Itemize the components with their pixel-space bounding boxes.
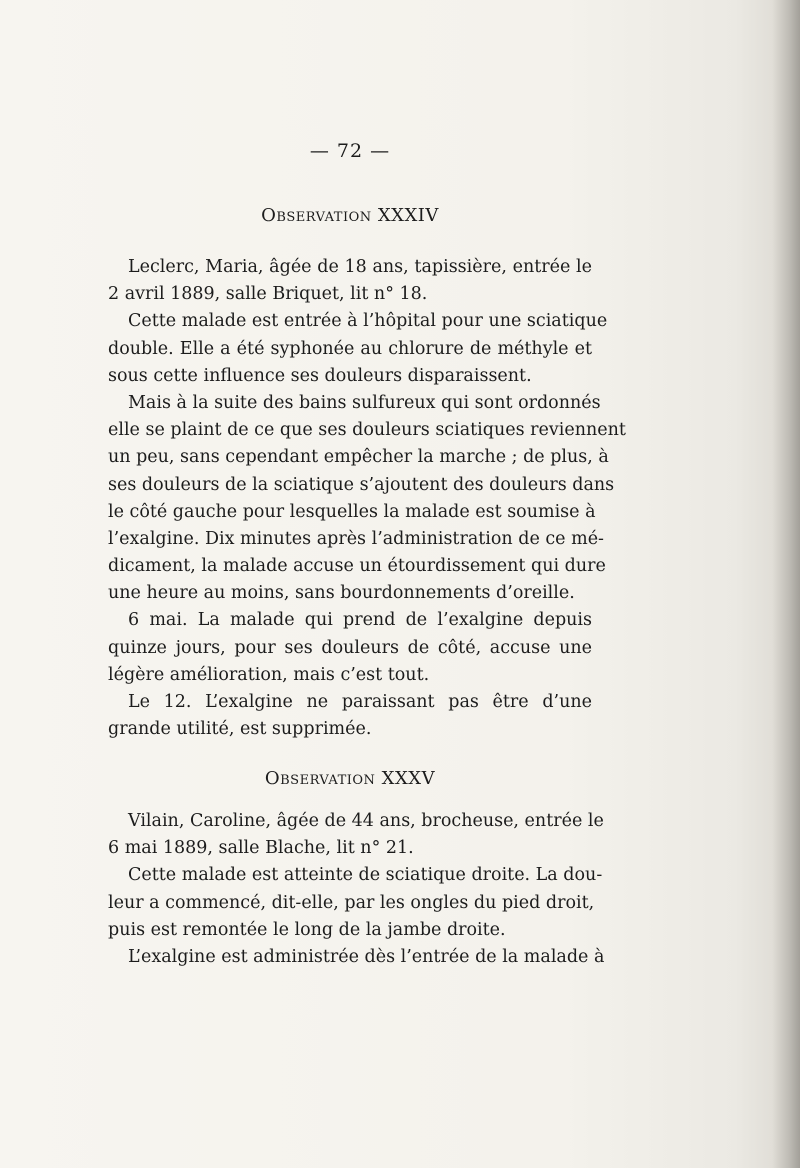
text-line: le côté gauche pour lesquelles la malade est soumise à [108, 501, 596, 522]
text-line: un peu, sans cependant empêcher la marche ; de plus, à [108, 447, 609, 468]
text-line: double. Elle a été syphonée au chlorure de méthyle et [108, 338, 592, 359]
observation-heading [100, 768, 600, 789]
text-line: 6 mai 1889, salle Blache, lit n° 21. [108, 838, 414, 859]
text-line: elle se plaint de ce que ses douleurs sciatiques reviennent [108, 420, 626, 441]
text-line: Leclerc, Maria, âgée de 18 ans, tapissière, entrée le [128, 257, 592, 277]
heading-number: XXXV [381, 768, 436, 789]
text-line: une heure au moins, sans bourdonnements d’oreille. [108, 583, 575, 604]
observation-body [108, 808, 605, 971]
text-line: Cette malade est atteinte de sciatique droite. La dou- [128, 865, 603, 886]
heading-number: XXXIV [377, 205, 439, 226]
text-line: grande utilité, est supprimée. [108, 719, 372, 740]
text-line: dicament, la malade accuse un étourdissement qui dure [108, 556, 606, 577]
text-line: légère amélioration, mais c’est tout. [108, 664, 430, 685]
text-line: puis est remontée le long de la jambe droite. [108, 919, 506, 940]
text-line: l’exalgine. Dix minutes après l’administration de ce mé- [108, 528, 604, 549]
heading-word: Observation [261, 205, 372, 226]
text-line: Le 12. L’exalgine ne paraissant pas être d’une [128, 692, 592, 712]
observation-heading [100, 205, 600, 226]
text-line: Vilain, Caroline, âgée de 44 ans, brocheuse, entrée le [128, 811, 604, 831]
text-line: Cette malade est entrée à l’hôpital pour une sciatique [128, 311, 608, 332]
heading-word: Observation [264, 768, 376, 789]
text-line: sous cette influence ses douleurs disparaissent. [108, 365, 532, 386]
page-edge-shadow [772, 0, 800, 1168]
page-number: — 72 — [309, 140, 391, 162]
text-line: leur a commencé, dit-elle, par les ongles du pied droit, [108, 892, 595, 913]
text-line: ses douleurs de la sciatique s’ajoutent des douleurs dans [108, 474, 615, 495]
text-line: L’exalgine est administrée dès l’entrée de la malade à [128, 946, 605, 967]
text-line: quinze jours, pour ses douleurs de côté, accuse une [108, 637, 592, 658]
text-line: 2 avril 1889, salle Briquet, lit n° 18. [108, 284, 428, 305]
text-line: Mais à la suite des bains sulfureux qui sont ordonnés [128, 392, 601, 413]
text-line: 6 mai. La malade qui prend de l’exalgine depuis [128, 610, 592, 631]
observation-body [108, 254, 626, 743]
